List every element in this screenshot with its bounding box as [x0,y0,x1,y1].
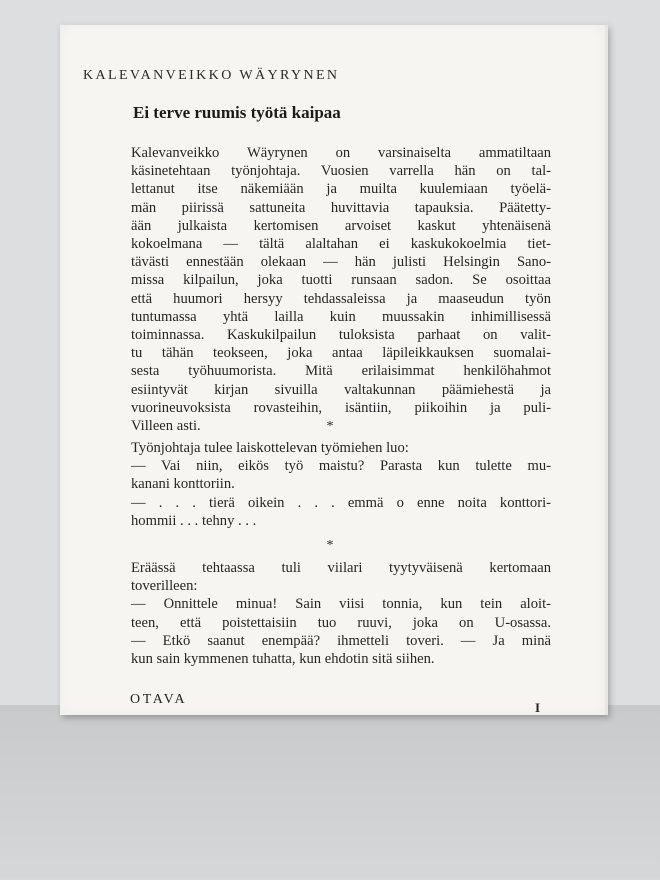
text-line: Työnjohtaja tulee laiskottelevan työmiehen luo: [131,440,409,456]
text-line: lettanut itse näkemiään ja muilta kuulemiaan työelä- [131,181,551,198]
publisher-name: OTAVA [130,692,188,707]
text-line: — Onnittele minua! Sain viisi tonnia, kun tein aloit- [131,596,551,613]
text-line: Villeen asti. [131,418,201,435]
text-line: esiintyvät kirjan sivuilla valtakunnan päämiehestä ja [131,381,551,398]
section-separator: * [326,419,334,434]
text-line: ään julkaista kertomisen arvoiset kaskut yhtenäisenä [131,217,551,234]
text-line: käsinetehtaan työnjohtaja. Vuosien varrella hän on tal- [131,163,551,180]
anecdote-2 [131,559,551,668]
text-line: män piirissä sattuneita huvittavia tapauksia. Päätetty- [131,199,551,216]
text-line: hommii . . . tehny . . . [131,512,257,529]
text-line: tävästi ennestään olekaan — hän julisti Helsingin Sano- [131,254,551,271]
table-surface [0,705,660,880]
text-line: vuorineuvoksista rovasteihin, isäntiin, piikoihin ja puli- [131,399,551,416]
text-line: — Vai niin, eikös työ maistu? Parasta kun tulette mu- [131,458,551,475]
text-line: toiminnassa. Kaskukilpailun tuloksista parhaat on valit- [131,327,551,344]
text-line: kokoelmana — tältä alaltahan ei kaskukokoelmia tiet- [131,236,551,253]
text-line: — . . . tierä oikein . . . emmä o enne noita konttori- [131,494,551,511]
text-line: sesta työhuumorista. Mitä erilaisimmat henkilöhahmot [131,363,551,380]
text-line: tu tähän teokseen, joka antaa läpileikkauksen suomalai- [131,345,551,362]
text-line: teen, että poistettaisiin tuo ruuvi, joka on U-osassa. [131,614,551,631]
text-line: kun sain kymmenen tuhatta, kun ehdotin sitä siihen. [131,651,435,668]
text-line: kanani konttoriin. [131,476,235,493]
anecdote-1 [131,439,551,530]
text-line: — Etkö saanut enempää? ihmetteli toveri. — Ja minä [131,632,551,649]
text-line: Kalevanveikko Wäyrynen on varsinaiselta ammatiltaan [131,145,551,161]
text-line: Eräässä tehtaassa tuli viilari tyytyväisenä kertomaan [131,560,551,576]
intro-paragraph [131,144,551,435]
text-line: tuntumassa yhtä lailla kuin muussakin inhimillisessä [131,308,551,325]
text-line: että huumori hersyy tehdassaleissa ja maaseudun työn [131,290,551,307]
section-separator: * [326,538,334,553]
author-name: KALEVANVEIKKO WÄYRYNEN [83,68,340,83]
text-line: missa kilpailun, joka tuotti runsaan sadon. Se osoittaa [131,272,551,289]
page-number: I [535,700,541,715]
text-line: toverilleen: [131,578,198,595]
book-title: Ei terve ruumis työtä kaipaa [133,103,341,122]
